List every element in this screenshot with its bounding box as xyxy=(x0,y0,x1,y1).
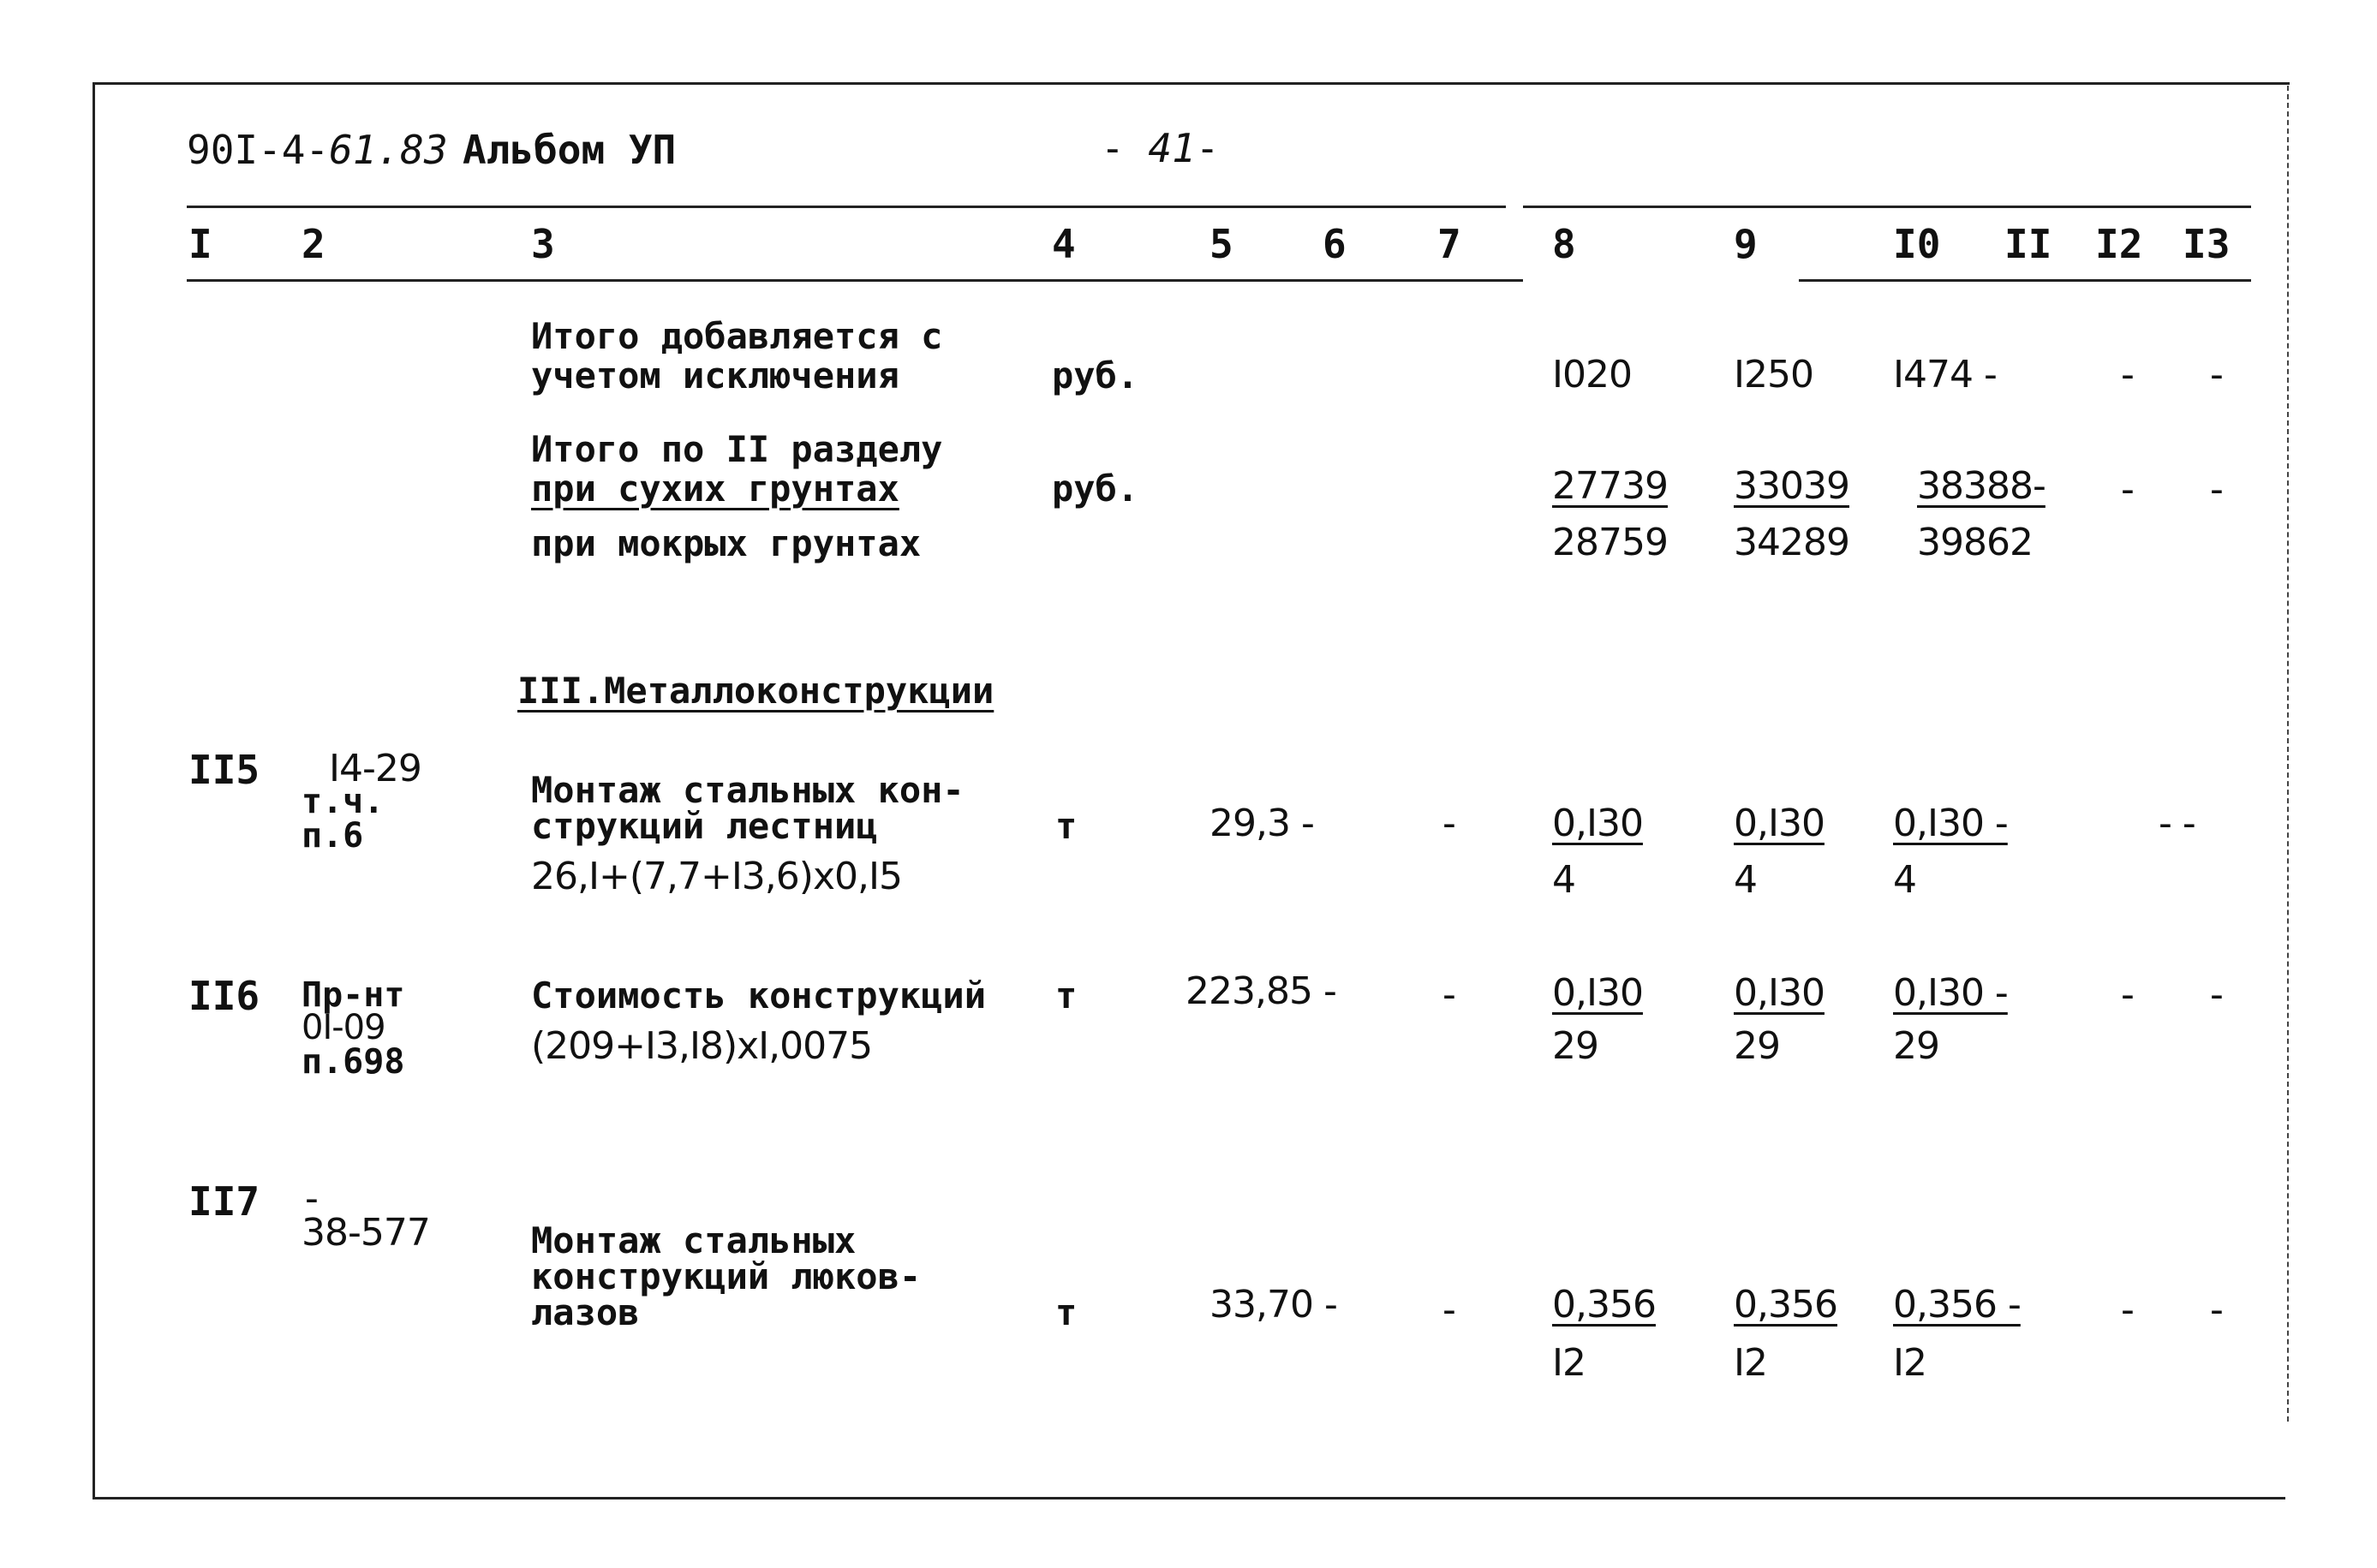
row117-col9-top: 0,356 xyxy=(1734,1283,1837,1327)
col-header-5: 5 xyxy=(1209,221,1233,267)
row115-unit: т xyxy=(1055,805,1078,847)
row117-col5: 33,70 - xyxy=(1209,1283,1337,1327)
row115-desc-line3: 26,I+(7,7+I3,6)x0,I5 xyxy=(531,855,902,898)
row115-col9-bottom: 4 xyxy=(1734,858,1757,902)
row116-col10-top: 0,I30 - xyxy=(1893,971,2008,1015)
row2-unit: руб. xyxy=(1052,468,1139,510)
row2-col9-top: 33039 xyxy=(1734,464,1849,508)
row117-desc-line1: Монтаж стальных xyxy=(531,1219,857,1261)
row117-number: II7 xyxy=(188,1178,260,1225)
row1-col9: I250 xyxy=(1734,353,1813,396)
row2-col10-bottom: 39862 xyxy=(1917,521,2033,564)
row116-col8-bottom: 29 xyxy=(1552,1024,1598,1068)
row1-col12: - xyxy=(2121,353,2134,396)
album-label: Альбом УП xyxy=(463,127,677,173)
row116-col12: - xyxy=(2121,973,2134,1017)
row116-code-line1: Пр-нт xyxy=(302,975,405,1015)
row117-col8-bottom: I2 xyxy=(1552,1341,1586,1385)
row1-col13: - xyxy=(2210,353,2223,396)
row116-code-line3: п.698 xyxy=(302,1042,405,1082)
row116-number: II6 xyxy=(188,973,260,1019)
row1-desc-line1: Итого добавляется с xyxy=(531,315,943,357)
col-header-10: I0 xyxy=(1893,221,1941,267)
row1-unit: руб. xyxy=(1052,355,1139,396)
row117-col10-bottom: I2 xyxy=(1893,1341,1926,1385)
row2-col9-bottom: 34289 xyxy=(1734,521,1849,564)
row115-col7: - xyxy=(1442,802,1455,845)
row117-code-line2: 38-577 xyxy=(302,1211,430,1255)
row116-desc-line2: (209+I3,I8)xI,0075 xyxy=(531,1024,873,1068)
row1-col8: I020 xyxy=(1552,353,1632,396)
row115-col9-top: 0,I30 xyxy=(1734,802,1825,845)
section-heading: III.Металлоконструкции xyxy=(517,670,994,712)
row115-col8-top: 0,I30 xyxy=(1552,802,1643,845)
row2-col8-top: 27739 xyxy=(1552,464,1668,508)
col-header-13: I3 xyxy=(2183,221,2231,267)
row115-col10-bottom: 4 xyxy=(1893,858,1916,902)
row1-col10: I474 - xyxy=(1893,353,1997,396)
col-header-4: 4 xyxy=(1052,221,1076,267)
row117-desc-line3: лазов xyxy=(531,1291,640,1333)
row2-col12: - xyxy=(2121,468,2134,511)
row115-col12-13: - - xyxy=(2159,802,2195,845)
row116-col13: - xyxy=(2210,973,2223,1017)
col-header-2: 2 xyxy=(302,221,325,267)
row1-desc-line2: учетом исключения xyxy=(531,355,899,396)
header-rule-bottom-right xyxy=(1799,279,2251,282)
row2-col10-top: 38388- xyxy=(1917,464,2046,508)
row116-unit: т xyxy=(1055,975,1078,1017)
row115-number: II5 xyxy=(188,747,260,793)
doc-code: 90I-4-61.83 xyxy=(187,127,448,173)
row116-col5: 223,85 - xyxy=(1186,969,1336,1013)
col-header-8: 8 xyxy=(1552,221,1576,267)
col-header-7: 7 xyxy=(1437,221,1461,267)
col-header-6: 6 xyxy=(1323,221,1347,267)
header-rule-top-right xyxy=(1523,206,2251,208)
row116-col9-top: 0,I30 xyxy=(1734,971,1825,1015)
header-rule-top-left xyxy=(187,206,1506,208)
row116-col8-top: 0,I30 xyxy=(1552,971,1643,1015)
row117-desc-line2: конструкций люков- xyxy=(531,1255,922,1297)
row116-col7: - xyxy=(1442,973,1455,1017)
row115-desc-line1: Монтаж стальных кон- xyxy=(531,769,965,811)
row117-col10-top: 0,356 - xyxy=(1893,1283,2021,1327)
row115-col10-top: 0,I30 - xyxy=(1893,802,2008,845)
row116-code-line2: 0I-09 xyxy=(302,1008,385,1047)
col-header-1: I xyxy=(188,221,212,267)
row2-desc-line2: при сухих грунтах xyxy=(531,468,899,510)
col-header-9: 9 xyxy=(1734,221,1758,267)
page-number: - 41- xyxy=(1101,125,1220,171)
row115-code-line1: I4-29 xyxy=(329,747,421,790)
row2-col8-bottom: 28759 xyxy=(1552,521,1668,564)
row115-col8-bottom: 4 xyxy=(1552,858,1575,902)
row117-col8-top: 0,356 xyxy=(1552,1283,1656,1327)
col-header-12: I2 xyxy=(2095,221,2143,267)
row115-col5: 29,3 - xyxy=(1209,802,1314,845)
page-right-border xyxy=(2287,86,2290,1422)
page-bottom-border xyxy=(93,1497,2285,1499)
row117-code-line1: - xyxy=(305,1177,318,1220)
row2-desc-line1: Итого по II разделу xyxy=(531,428,943,470)
row115-desc-line2: струкций лестниц xyxy=(531,805,878,847)
row116-col9-bottom: 29 xyxy=(1734,1024,1780,1068)
row2-desc-line3: при мокрых грунтах xyxy=(531,522,922,564)
row115-code-line3: п.6 xyxy=(302,816,364,856)
row115-code-line2: т.ч. xyxy=(302,782,385,821)
col-header-3: 3 xyxy=(531,221,555,267)
row117-unit: т xyxy=(1055,1291,1078,1333)
row117-col12: - xyxy=(2121,1288,2134,1332)
row117-col13: - xyxy=(2210,1288,2223,1332)
row117-col7: - xyxy=(1442,1288,1455,1332)
row116-desc-line1: Стоимость конструкций xyxy=(531,975,987,1017)
header-rule-bottom-left xyxy=(187,279,1523,282)
row117-col9-bottom: I2 xyxy=(1734,1341,1767,1385)
row2-col13: - xyxy=(2210,468,2223,511)
row116-col10-bottom: 29 xyxy=(1893,1024,1939,1068)
col-header-11: II xyxy=(2004,221,2052,267)
doc-code-handwritten: 61.83 xyxy=(329,127,448,173)
